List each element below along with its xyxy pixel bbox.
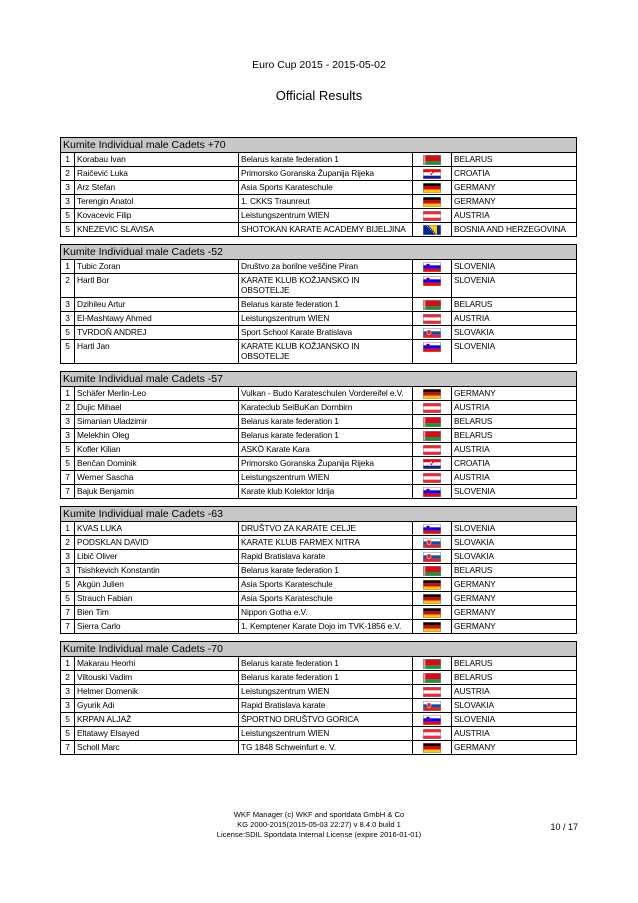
rank-cell: 5 bbox=[61, 457, 75, 471]
austria-flag-icon bbox=[423, 729, 441, 739]
athlete-name-cell: Tsishkevich Konstantin bbox=[75, 564, 239, 578]
austria-flag-icon bbox=[423, 473, 441, 483]
table-row bbox=[61, 536, 577, 550]
results-section bbox=[60, 137, 577, 237]
country-cell: SLOVENIA bbox=[452, 260, 577, 274]
athlete-name-cell: Terengin Anatol bbox=[75, 195, 239, 209]
country-cell: SLOVENIA bbox=[452, 485, 577, 499]
belarus-flag-icon bbox=[423, 155, 441, 165]
athlete-name-cell: KRPAN ALJAŽ bbox=[75, 713, 239, 727]
rank-cell: 3 bbox=[61, 298, 75, 312]
croatia-flag-icon bbox=[423, 459, 441, 469]
flag-cell bbox=[413, 298, 452, 312]
rank-cell: 7 bbox=[61, 620, 75, 634]
category-header: Kumite Individual male Cadets -70 bbox=[60, 641, 577, 657]
results-table bbox=[60, 657, 577, 755]
flag-cell bbox=[413, 620, 452, 634]
table-row bbox=[61, 713, 577, 727]
club-cell: 1. CKKS Traunreut bbox=[239, 195, 413, 209]
rank-cell: 7 bbox=[61, 485, 75, 499]
club-cell: Karate klub Kolektor Idrija bbox=[239, 485, 413, 499]
germany-flag-icon bbox=[423, 580, 441, 590]
slovakia-flag-icon bbox=[423, 552, 441, 562]
flag-cell bbox=[413, 223, 452, 237]
belarus-flag-icon bbox=[423, 566, 441, 576]
country-cell: BELARUS bbox=[452, 671, 577, 685]
table-row bbox=[61, 223, 577, 237]
country-cell: AUSTRIA bbox=[452, 209, 577, 223]
flag-cell bbox=[413, 195, 452, 209]
club-cell: KARATE KLUB KOŽJANSKO IN OBSOTELJE bbox=[239, 340, 413, 364]
athlete-name-cell: Gyurik Adi bbox=[75, 699, 239, 713]
country-cell: BELARUS bbox=[452, 564, 577, 578]
austria-flag-icon bbox=[423, 403, 441, 413]
athlete-name-cell: Dzihileu Artur bbox=[75, 298, 239, 312]
table-row bbox=[61, 167, 577, 181]
table-row bbox=[61, 471, 577, 485]
table-row bbox=[61, 326, 577, 340]
slovenia-flag-icon bbox=[423, 342, 441, 352]
flag-cell bbox=[413, 387, 452, 401]
table-row bbox=[61, 522, 577, 536]
rank-cell: 5 bbox=[61, 727, 75, 741]
footer bbox=[0, 810, 638, 840]
country-cell: AUSTRIA bbox=[452, 685, 577, 699]
table-row bbox=[61, 260, 577, 274]
club-cell: Vulkan - Budo Karateschulen Vordereifel e.V. bbox=[239, 387, 413, 401]
flag-cell bbox=[413, 564, 452, 578]
flag-cell bbox=[413, 522, 452, 536]
flag-cell bbox=[413, 340, 452, 364]
country-cell: SLOVENIA bbox=[452, 340, 577, 364]
results-section bbox=[60, 371, 577, 499]
country-cell: BELARUS bbox=[452, 429, 577, 443]
flag-cell bbox=[413, 578, 452, 592]
table-row bbox=[61, 181, 577, 195]
country-cell: BELARUS bbox=[452, 153, 577, 167]
table-row bbox=[61, 741, 577, 755]
flag-cell bbox=[413, 741, 452, 755]
rank-cell: 5 bbox=[61, 340, 75, 364]
flag-cell bbox=[413, 592, 452, 606]
category-header: Kumite Individual male Cadets -57 bbox=[60, 371, 577, 387]
club-cell: Leistungszentrum WIEN bbox=[239, 471, 413, 485]
footer-line-1: WKF Manager (c) WKF and sportdata GmbH & Co bbox=[233, 810, 405, 819]
flag-cell bbox=[413, 167, 452, 181]
athlete-name-cell: Kovacevic Filip bbox=[75, 209, 239, 223]
club-cell: Karateclub SeiBuKan Dornbirn bbox=[239, 401, 413, 415]
bosnia-flag-icon bbox=[423, 225, 441, 235]
flag-cell bbox=[413, 457, 452, 471]
flag-cell bbox=[413, 274, 452, 298]
club-cell: Belarus karate federation 1 bbox=[239, 298, 413, 312]
country-cell: GERMANY bbox=[452, 387, 577, 401]
table-row bbox=[61, 485, 577, 499]
table-row bbox=[61, 657, 577, 671]
country-cell: BOSNIA AND HERZEGOVINA bbox=[452, 223, 577, 237]
country-cell: GERMANY bbox=[452, 195, 577, 209]
club-cell: TG 1848 Schweinfurt e. V. bbox=[239, 741, 413, 755]
club-cell: Asia Sports Karateschule bbox=[239, 578, 413, 592]
country-cell: AUSTRIA bbox=[452, 471, 577, 485]
athlete-name-cell: Dujic Mihael bbox=[75, 401, 239, 415]
category-header: Kumite Individual male Cadets -63 bbox=[60, 506, 577, 522]
athlete-name-cell: Kofler Kilian bbox=[75, 443, 239, 457]
page-number: 10 / 17 bbox=[550, 822, 578, 832]
slovakia-flag-icon bbox=[423, 701, 441, 711]
country-cell: GERMANY bbox=[452, 620, 577, 634]
rank-cell: 2 bbox=[61, 167, 75, 181]
rank-cell: 1 bbox=[61, 387, 75, 401]
results-table bbox=[60, 153, 577, 237]
table-row bbox=[61, 550, 577, 564]
flag-cell bbox=[413, 685, 452, 699]
germany-flag-icon bbox=[423, 183, 441, 193]
club-cell: Belarus karate federation 1 bbox=[239, 153, 413, 167]
club-cell: Rapid Bratislava karate bbox=[239, 550, 413, 564]
athlete-name-cell: Bien Tim bbox=[75, 606, 239, 620]
rank-cell: 5 bbox=[61, 326, 75, 340]
germany-flag-icon bbox=[423, 197, 441, 207]
rank-cell: 3 bbox=[61, 415, 75, 429]
country-cell: SLOVAKIA bbox=[452, 550, 577, 564]
flag-cell bbox=[413, 260, 452, 274]
flag-cell bbox=[413, 550, 452, 564]
rank-cell: 5 bbox=[61, 443, 75, 457]
category-header: Kumite Individual male Cadets -52 bbox=[60, 244, 577, 260]
slovenia-flag-icon bbox=[423, 524, 441, 534]
flag-cell bbox=[413, 401, 452, 415]
table-row bbox=[61, 274, 577, 298]
flag-cell bbox=[413, 713, 452, 727]
club-cell: ŠPORTNO DRUŠTVO GORICA bbox=[239, 713, 413, 727]
table-row bbox=[61, 699, 577, 713]
flag-cell bbox=[413, 312, 452, 326]
club-cell: DRUŠTVO ZA KARATE CELJE bbox=[239, 522, 413, 536]
rank-cell: 3 bbox=[61, 550, 75, 564]
belarus-flag-icon bbox=[423, 673, 441, 683]
rank-cell: 1 bbox=[61, 260, 75, 274]
club-cell: Belarus karate federation 1 bbox=[239, 429, 413, 443]
club-cell: Belarus karate federation 1 bbox=[239, 564, 413, 578]
flag-cell bbox=[413, 153, 452, 167]
belarus-flag-icon bbox=[423, 659, 441, 669]
category-header: Kumite Individual male Cadets +70 bbox=[60, 137, 577, 153]
belarus-flag-icon bbox=[423, 431, 441, 441]
results-section bbox=[60, 641, 577, 755]
table-row bbox=[61, 153, 577, 167]
rank-cell: 7 bbox=[61, 606, 75, 620]
flag-cell bbox=[413, 727, 452, 741]
rank-cell: 5 bbox=[61, 592, 75, 606]
table-row bbox=[61, 671, 577, 685]
rank-cell: 5 bbox=[61, 578, 75, 592]
austria-flag-icon bbox=[423, 687, 441, 697]
table-row bbox=[61, 606, 577, 620]
country-cell: AUSTRIA bbox=[452, 312, 577, 326]
athlete-name-cell: TVRDOŇ ANDREJ bbox=[75, 326, 239, 340]
club-cell: Rapid Bratislava karate bbox=[239, 699, 413, 713]
country-cell: GERMANY bbox=[452, 181, 577, 195]
athlete-name-cell: Melekhin Oleg bbox=[75, 429, 239, 443]
rank-cell: 5 bbox=[61, 713, 75, 727]
table-row bbox=[61, 340, 577, 364]
club-cell: Belarus karate federation 1 bbox=[239, 415, 413, 429]
table-row bbox=[61, 457, 577, 471]
athlete-name-cell: Scholl Marc bbox=[75, 741, 239, 755]
austria-flag-icon bbox=[423, 445, 441, 455]
club-cell: SHOTOKAN KARATE ACADEMY BIJELJINA bbox=[239, 223, 413, 237]
rank-cell: 2 bbox=[61, 671, 75, 685]
club-cell: Primorsko Goranska Županija Rijeka bbox=[239, 457, 413, 471]
athlete-name-cell: Akgün Julien bbox=[75, 578, 239, 592]
germany-flag-icon bbox=[423, 743, 441, 753]
club-cell: Nippon Gotha e.V. bbox=[239, 606, 413, 620]
country-cell: GERMANY bbox=[452, 578, 577, 592]
table-row bbox=[61, 564, 577, 578]
rank-cell: 3 bbox=[61, 564, 75, 578]
athlete-name-cell: KVAS LUKA bbox=[75, 522, 239, 536]
country-cell: GERMANY bbox=[452, 606, 577, 620]
athlete-name-cell: Libič Oliver bbox=[75, 550, 239, 564]
club-cell: Leistungszentrum WIEN bbox=[239, 685, 413, 699]
table-row bbox=[61, 620, 577, 634]
germany-flag-icon bbox=[423, 608, 441, 618]
athlete-name-cell: Schäfer Merlin-Leo bbox=[75, 387, 239, 401]
athlete-name-cell: Viltouski Vadim bbox=[75, 671, 239, 685]
country-cell: BELARUS bbox=[452, 415, 577, 429]
country-cell: AUSTRIA bbox=[452, 401, 577, 415]
athlete-name-cell: Korabau Ivan bbox=[75, 153, 239, 167]
belarus-flag-icon bbox=[423, 300, 441, 310]
table-row bbox=[61, 592, 577, 606]
flag-cell bbox=[413, 181, 452, 195]
club-cell: 1. Kemptener Karate Dojo im TVK-1856 e.V. bbox=[239, 620, 413, 634]
athlete-name-cell: Benčan Dominik bbox=[75, 457, 239, 471]
slovenia-flag-icon bbox=[423, 276, 441, 286]
country-cell: SLOVAKIA bbox=[452, 326, 577, 340]
athlete-name-cell: Simanian Uladzimir bbox=[75, 415, 239, 429]
germany-flag-icon bbox=[423, 622, 441, 632]
belarus-flag-icon bbox=[423, 417, 441, 427]
flag-cell bbox=[413, 415, 452, 429]
flag-cell bbox=[413, 671, 452, 685]
table-row bbox=[61, 727, 577, 741]
club-cell: Leistungszentrum WIEN bbox=[239, 312, 413, 326]
austria-flag-icon bbox=[423, 211, 441, 221]
rank-cell: 2 bbox=[61, 536, 75, 550]
results-table bbox=[60, 522, 577, 634]
country-cell: CROATIA bbox=[452, 167, 577, 181]
flag-cell bbox=[413, 429, 452, 443]
flag-cell bbox=[413, 657, 452, 671]
rank-cell: 1 bbox=[61, 153, 75, 167]
footer-line-2: KG 2000-2015(2015-05-03 22:27) v 8.4.0 build 1 bbox=[237, 820, 401, 829]
athlete-name-cell: Werner Sascha bbox=[75, 471, 239, 485]
results-table bbox=[60, 260, 577, 364]
table-row bbox=[61, 387, 577, 401]
country-cell: GERMANY bbox=[452, 741, 577, 755]
athlete-name-cell: Makarau Heorhi bbox=[75, 657, 239, 671]
flag-cell bbox=[413, 326, 452, 340]
results-table bbox=[60, 387, 577, 499]
country-cell: GERMANY bbox=[452, 592, 577, 606]
austria-flag-icon bbox=[423, 314, 441, 324]
slovenia-flag-icon bbox=[423, 487, 441, 497]
athlete-name-cell: El-Mashtawy Ahmed bbox=[75, 312, 239, 326]
country-cell: BELARUS bbox=[452, 657, 577, 671]
rank-cell: 3 bbox=[61, 685, 75, 699]
country-cell: BELARUS bbox=[452, 298, 577, 312]
club-cell: Belarus karate federation 1 bbox=[239, 657, 413, 671]
club-cell: Asia Sports Karateschule bbox=[239, 181, 413, 195]
germany-flag-icon bbox=[423, 389, 441, 399]
rank-cell: 5 bbox=[61, 223, 75, 237]
table-row bbox=[61, 429, 577, 443]
club-cell: ASKÖ Karate Kara bbox=[239, 443, 413, 457]
results-tables bbox=[60, 137, 577, 762]
athlete-name-cell: Raičević Luka bbox=[75, 167, 239, 181]
table-row bbox=[61, 401, 577, 415]
club-cell: Leistungszentrum WIEN bbox=[239, 727, 413, 741]
table-row bbox=[61, 298, 577, 312]
athlete-name-cell: Sierra Carlo bbox=[75, 620, 239, 634]
results-section bbox=[60, 506, 577, 634]
rank-cell: 7 bbox=[61, 741, 75, 755]
athlete-name-cell: Bajuk Benjamin bbox=[75, 485, 239, 499]
athlete-name-cell: Arz Stefan bbox=[75, 181, 239, 195]
country-cell: AUSTRIA bbox=[452, 443, 577, 457]
club-cell: Belarus karate federation 1 bbox=[239, 671, 413, 685]
slovenia-flag-icon bbox=[423, 715, 441, 725]
country-cell: SLOVAKIA bbox=[452, 536, 577, 550]
athlete-name-cell: PODSKLAN DAVID bbox=[75, 536, 239, 550]
rank-cell: 7 bbox=[61, 471, 75, 485]
flag-cell bbox=[413, 471, 452, 485]
table-row bbox=[61, 415, 577, 429]
table-row bbox=[61, 578, 577, 592]
table-row bbox=[61, 685, 577, 699]
club-cell: Sport School Karate Bratislava bbox=[239, 326, 413, 340]
document-title: Euro Cup 2015 - 2015-05-02 bbox=[252, 59, 386, 71]
athlete-name-cell: Helmer Domenik bbox=[75, 685, 239, 699]
rank-cell: 3 bbox=[61, 312, 75, 326]
rank-cell: 3 bbox=[61, 195, 75, 209]
athlete-name-cell: Tubic Zoran bbox=[75, 260, 239, 274]
country-cell: CROATIA bbox=[452, 457, 577, 471]
athlete-name-cell: Hartl Jan bbox=[75, 340, 239, 364]
rank-cell: 1 bbox=[61, 522, 75, 536]
flag-cell bbox=[413, 606, 452, 620]
table-row bbox=[61, 443, 577, 457]
slovakia-flag-icon bbox=[423, 538, 441, 548]
club-cell: Primorsko Goranska Županija Rijeka bbox=[239, 167, 413, 181]
croatia-flag-icon bbox=[423, 169, 441, 179]
flag-cell bbox=[413, 443, 452, 457]
rank-cell: 2 bbox=[61, 401, 75, 415]
footer-line-3: License:SDIL Sportdata Internal License (expire 2016-01-01) bbox=[216, 830, 422, 839]
athlete-name-cell: Hartl Bor bbox=[75, 274, 239, 298]
table-row bbox=[61, 209, 577, 223]
table-row bbox=[61, 312, 577, 326]
country-cell: AUSTRIA bbox=[452, 727, 577, 741]
table-row bbox=[61, 195, 577, 209]
athlete-name-cell: Strauch Fabian bbox=[75, 592, 239, 606]
rank-cell: 3 bbox=[61, 181, 75, 195]
country-cell: SLOVENIA bbox=[452, 522, 577, 536]
flag-cell bbox=[413, 536, 452, 550]
athlete-name-cell: KNEZEVIC SLAVISA bbox=[75, 223, 239, 237]
club-cell: KARATE KLUB FARMEX NITRA bbox=[239, 536, 413, 550]
germany-flag-icon bbox=[423, 594, 441, 604]
country-cell: SLOVENIA bbox=[452, 274, 577, 298]
rank-cell: 1 bbox=[61, 657, 75, 671]
rank-cell: 3 bbox=[61, 429, 75, 443]
athlete-name-cell: Eltatawy Elsayed bbox=[75, 727, 239, 741]
country-cell: SLOVENIA bbox=[452, 713, 577, 727]
slovakia-flag-icon bbox=[423, 328, 441, 338]
club-cell: Asia Sports Karateschule bbox=[239, 592, 413, 606]
rank-cell: 3 bbox=[61, 699, 75, 713]
flag-cell bbox=[413, 699, 452, 713]
flag-cell bbox=[413, 209, 452, 223]
club-cell: Leistungszentrum WIEN bbox=[239, 209, 413, 223]
document-subtitle: Official Results bbox=[275, 88, 363, 103]
flag-cell bbox=[413, 485, 452, 499]
club-cell: KARATE KLUB KOŽJANSKO IN OBSOTELJE bbox=[239, 274, 413, 298]
rank-cell: 5 bbox=[61, 209, 75, 223]
club-cell: Društvo za borilne veščine Piran bbox=[239, 260, 413, 274]
country-cell: SLOVAKIA bbox=[452, 699, 577, 713]
slovenia-flag-icon bbox=[423, 262, 441, 272]
results-section bbox=[60, 244, 577, 364]
rank-cell: 2 bbox=[61, 274, 75, 298]
